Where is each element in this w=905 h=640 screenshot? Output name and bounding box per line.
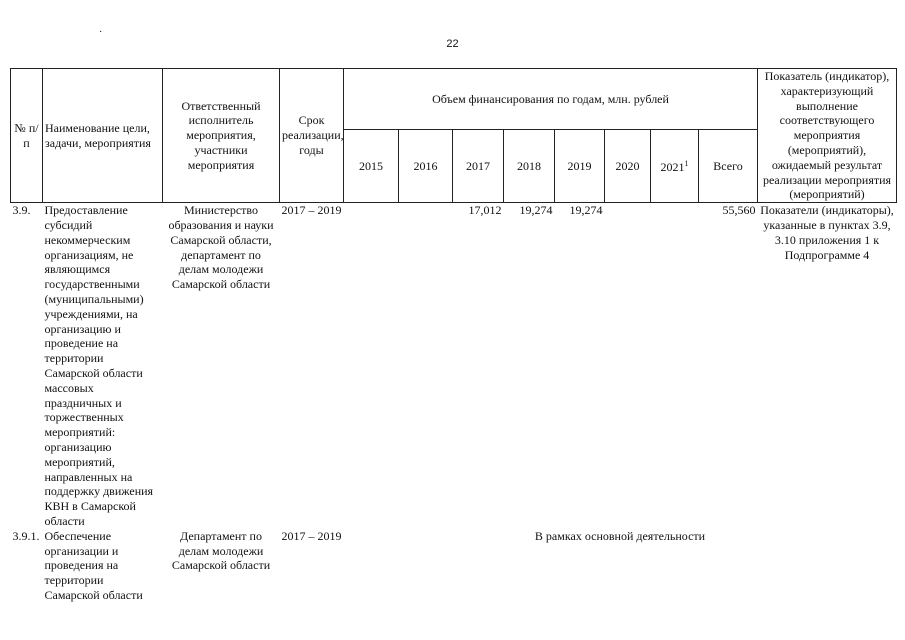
page-number: 22 xyxy=(446,38,459,50)
cell-2021 xyxy=(651,203,699,529)
stray-mark: · xyxy=(99,27,103,38)
header-year: 2018 xyxy=(504,129,555,202)
row-indicator: Показатели (индикаторы), указанные в пунктах 3.9, 3.10 приложения 1 к Подпрограмме 4 xyxy=(760,203,894,262)
cell-2020 xyxy=(605,203,651,529)
financing-table xyxy=(10,68,897,603)
row-name: Предоставление субсидий некоммерческим организациям, не являющимся государственными (муниципальными) учреждениями, на организацию и проведение на территории Самарской области массовых праздничных и торжественных мероприятий: организацию мероприятий, направленных на поддержку движения КВН в Самарской области xyxy=(44,203,154,528)
header-year-label: 2021 xyxy=(660,160,685,175)
header-year: 2017 xyxy=(453,129,504,202)
header-num: № п/п xyxy=(11,69,43,203)
cell-2017: 17,012 xyxy=(468,203,502,218)
header-indicator: Показатель (индикатор), характеризующий выполнение соответствующего мероприятия (мероприятий), ожидаемый результат реализации мероприятия (мероприятий) xyxy=(758,69,897,203)
header-financing: Объем финансирования по годам, млн. рублей xyxy=(344,69,758,130)
header-year: 2015 xyxy=(344,129,399,202)
header-year: 2016 xyxy=(399,129,453,202)
footnote-marker: 1 xyxy=(684,159,689,169)
row-num: 3.9.1. xyxy=(12,528,40,543)
row-executor: Министерство образования и науки Самарской области, департамент по делам молодежи Самарской области xyxy=(168,203,274,292)
header-term: Срок реализации, годы xyxy=(280,69,344,203)
row-term: 2017 – 2019 xyxy=(281,528,342,543)
header-year: 2020 xyxy=(605,129,651,202)
cell-2015 xyxy=(344,203,399,529)
header-total: Всего xyxy=(699,129,758,202)
header-year-2021 xyxy=(651,129,699,202)
row-term: 2017 – 2019 xyxy=(281,203,342,218)
row-merged-note: В рамках основной деятельности xyxy=(534,528,706,543)
cell-2016 xyxy=(399,203,453,529)
row-name: Обеспечение организации и проведения на территории Самарской области xyxy=(44,528,143,602)
cell-2019: 19,274 xyxy=(569,203,603,218)
cell-2018: 19,274 xyxy=(519,203,553,218)
table-row xyxy=(11,529,897,603)
row-num: 3.9. xyxy=(12,203,31,218)
table-row xyxy=(11,203,897,529)
header-name: Наименование цели, задачи, мероприятия xyxy=(43,69,163,203)
header-year: 2019 xyxy=(555,129,605,202)
cell-total: 55,560 xyxy=(722,203,756,218)
row-executor: Департамент по делам молодежи Самарской области xyxy=(171,528,271,573)
header-executor: Ответственный исполнитель мероприятия, участники мероприятия xyxy=(163,69,280,203)
